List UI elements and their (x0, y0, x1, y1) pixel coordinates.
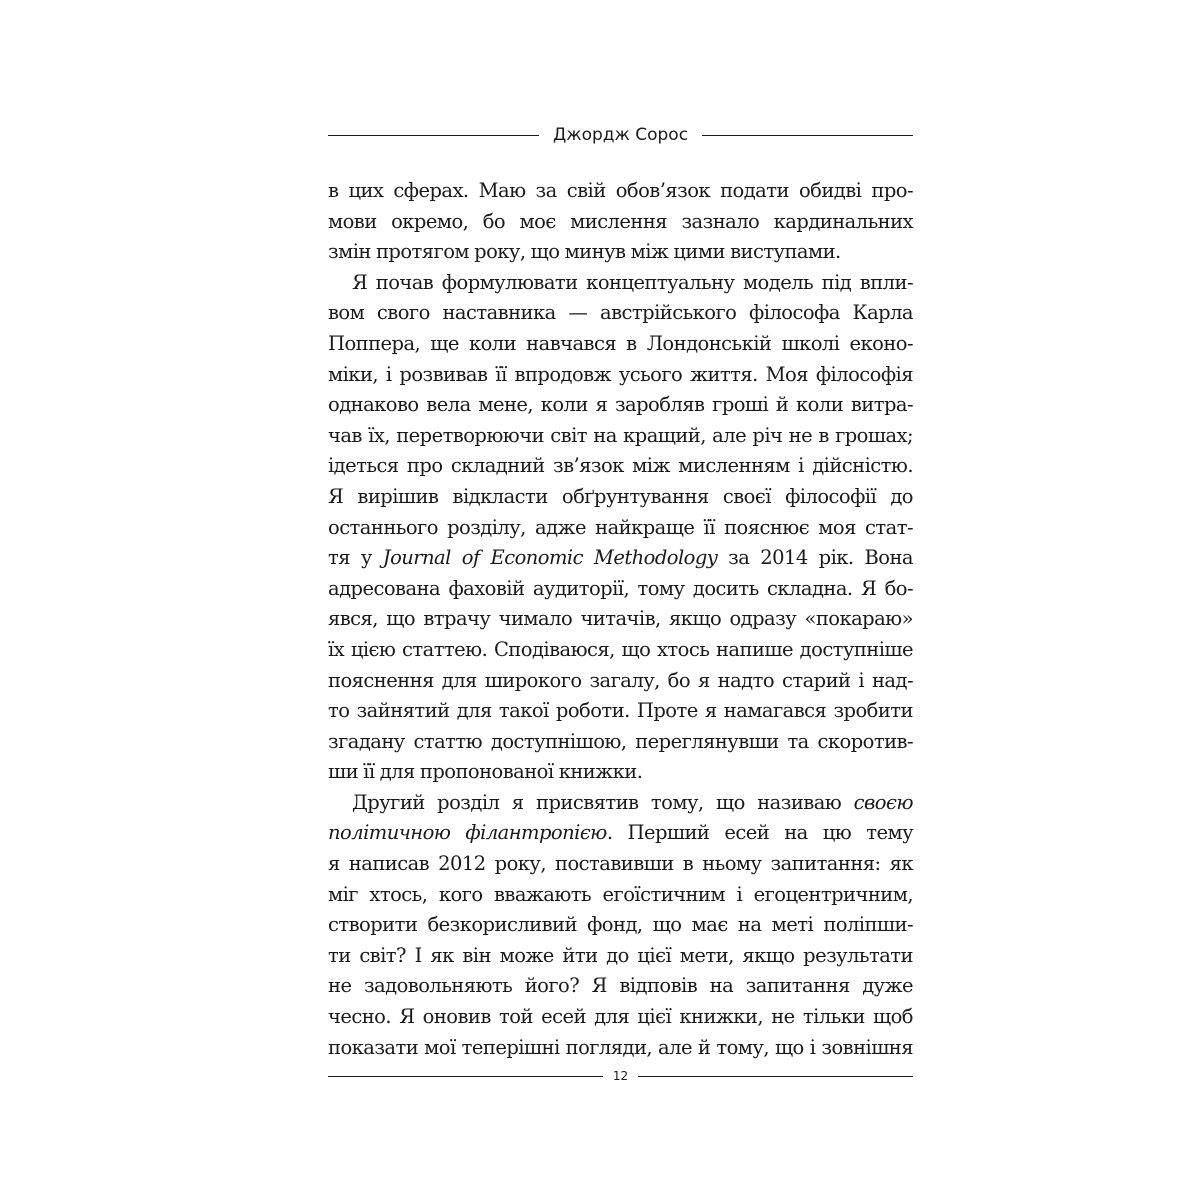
journal-title: Journal of Economic Methodology (382, 546, 718, 570)
text-line: я написав 2012 року, поставивши в ньому запитання: як (328, 852, 913, 876)
footer-rule-left (328, 1076, 603, 1077)
text-line: їх цією статтею. Сподіваюся, що хтось напише доступніше (328, 637, 913, 661)
text-line: адресована фаховій аудиторії, тому досить складна. Я бо- (328, 576, 913, 600)
text-line: ши її для пропонованої книжки. (328, 760, 643, 784)
text-line: Поппера, ще коли навчався в Лондонській школі еконо- (328, 331, 913, 355)
text-line: пояснення для широкого загалу, бо я надто старий і над- (328, 668, 913, 692)
text-line: ти світ? І як він може йти до цієї мети, якщо результати (328, 943, 913, 967)
book-page (328, 118, 913, 1088)
text-line: в цих сферах. Маю за свій обов’язок подати обидві про- (328, 179, 913, 202)
running-title: Джордж Сорос (552, 125, 689, 145)
text-line: то зайнятий для такої роботи. Проте я намагався зробити (328, 699, 913, 723)
header-rule-left (328, 135, 539, 136)
text-line: вом свого наставника — австрійського філософа Карла (328, 301, 913, 325)
text-line: створити безкорисливий фонд, що має на меті поліпши- (328, 913, 913, 937)
page-number: 12 (612, 1069, 629, 1083)
text-run: . Перший есей на цю тему (606, 821, 914, 845)
text-line (328, 818, 913, 849)
text-line: міки, і розвивав її впродовж усього життя. Моя філософія (328, 362, 913, 386)
text-line (328, 543, 913, 574)
text-line: Я почав формулювати концептуальну модель під впли- (352, 270, 913, 294)
text-line: однаково вела мене, коли я заробляв гроші й коли витра- (328, 393, 913, 417)
text-line: чесно. Я оновив той есей для цієї книжки, не тільки щоб (328, 1005, 913, 1029)
body-text (328, 176, 913, 1063)
header-rule-right (702, 135, 913, 136)
text-line: мови окремо, бо моє мислення зазнало кардинальних (328, 209, 913, 233)
text-line: Я вирішив відкласти обґрунтування своєї філософії до (328, 484, 913, 508)
emphasis: своєю (853, 790, 913, 814)
running-header (328, 118, 913, 152)
text-run: за 2014 рік. Вона (717, 546, 913, 570)
text-line: останнього розділу, адже найкраще її пояснює моя стат- (328, 515, 913, 539)
emphasis: політичною філантропією (328, 821, 607, 845)
text-line: показати мої теперішні погляди, але й тому, що і зовнішня (328, 1035, 913, 1059)
text-line: не задовольняють його? Я відповів на запитання дуже (328, 974, 913, 998)
text-line: міг хтось, кого вважають егоїстичним і егоцентричним, (328, 882, 913, 906)
text-line: чав їх, перетворюючи світ на кращий, але річ не в грошах; (328, 423, 913, 447)
text-line: явся, що втрачу чимало читачів, якщо одразу «покараю» (328, 607, 913, 631)
text-run: Другий розділ я присвятив тому, що називаю (352, 790, 854, 814)
page-footer (328, 1064, 913, 1088)
footer-rule-right (638, 1076, 913, 1077)
text-line: згадану статтю доступнішою, переглянувши та скоротив- (328, 729, 913, 753)
text-line (328, 788, 913, 819)
text-run: тя у (328, 546, 383, 570)
text-line: змін протягом року, що минув між цими виступами. (328, 240, 841, 264)
text-line: ідеться про складний зв’язок між мисленням і дійсністю. (328, 454, 913, 478)
